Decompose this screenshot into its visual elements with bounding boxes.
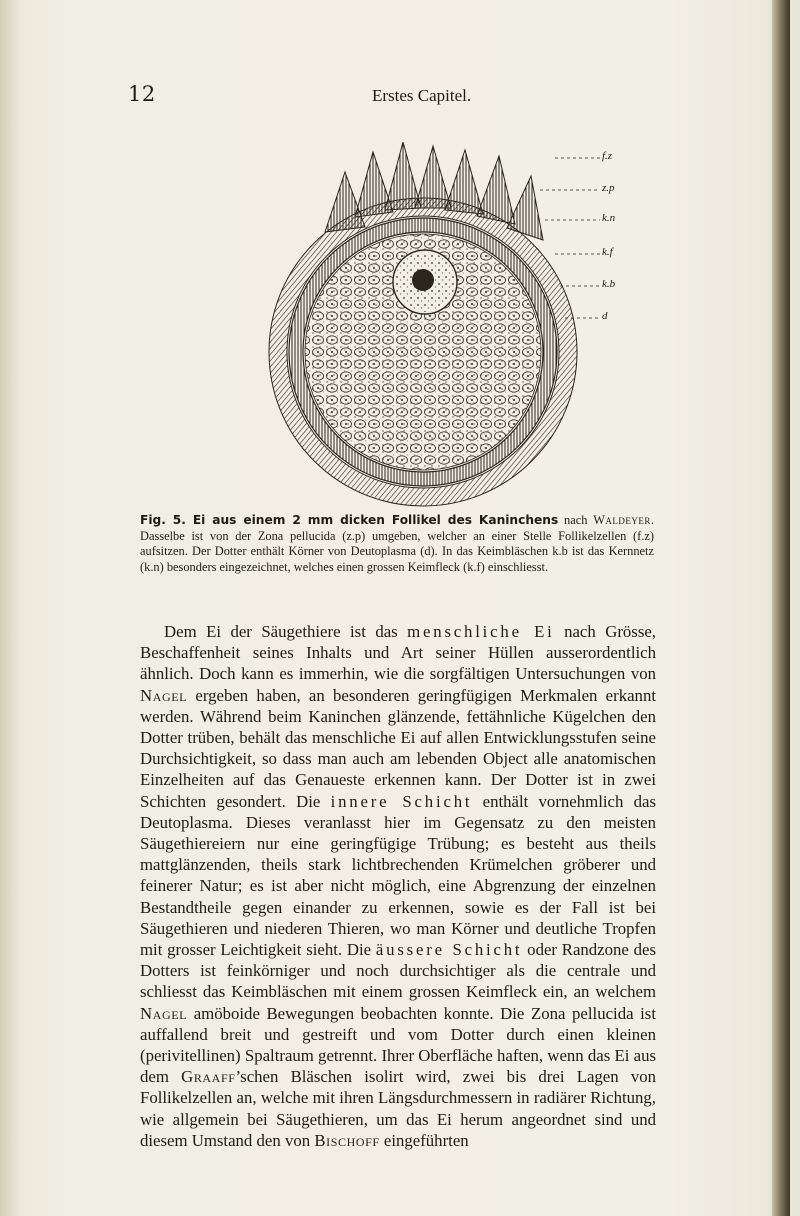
emphasis-spaced: äussere Schicht [375,940,523,960]
ovum-illustration [255,142,645,510]
text-run: amöboide Bewegungen beobachten konnte. Die Zona pellucida ist auffallend breit und gestreift und vom Dotter durch einen kleinen (perivitellinen) Spaltraum getrennt. Ihrer Oberfläche haften, wenn das Ei aus dem [140,1003,656,1087]
text-run: oder Randzone des Dotters ist feinkörniger und noch durchsichtiger als die centrale und schliesst das Keimbläschen mit einem grossen Keimfleck ein, an welchem [140,940,657,1002]
body-paragraph [140,621,656,1151]
label-germinal-spot: k.f [602,246,613,258]
caption-text: . Dasselbe ist von der Zona pellucida (z.p) umgeben, welcher an einer Stelle Follikelzellen (f.z) aufsitzen. Der Dotter enthält Körner von Deutoplasma (d). In das Keimbläschen k.b ist das Kernnetz (k.n) besonders eingezeichnet, welches einen grossen Keimfleck (k.f) einschliesst. [140,513,654,574]
page-gutter-shadow [0,0,22,1216]
text-run: ’schen Bläschen isolirt wird, zwei bis drei Lagen von Follikelzellen an, welche mit ihren Längsdurchmessern in radiärer Richtung, wie allgemein bei Säugethieren, um das Ei herum angeordnet sind und diesem Umstand den von [140,1067,656,1150]
figure-caption [140,513,654,575]
text-run: ergeben haben, an besonderen geringfügigen Merkmalen erkannt werden. Während beim Kaninchen glänzende, fettähnliche Kügelchen den Dotter trüben, behält das menschliche Ei auf allen Entwicklungsstufen seine Durchsichtigkeit, so dass man auch am lebenden Object alle anatomischen Einzelheiten auf das Genaueste erkennen kann. Der Dotter ist in zwei Schichten gesondert. Die [140,685,656,811]
emphasis-spaced: innere Schicht [330,791,473,811]
text-run: Dem Ei der Säugethiere ist das [164,622,408,641]
caption-title: Fig. 5. Ei aus einem 2 mm dicken Follikel des Kaninchens [140,513,559,527]
author-name: Graaff [181,1067,236,1087]
author-name: Nagel [140,1003,188,1023]
label-deutoplasma: d [602,310,608,322]
label-germinal-vesicle: k.b [602,278,616,290]
label-zona-pellucida: z.p [602,182,615,194]
text-run: eingeführten [379,1130,469,1150]
germinal-spot [412,269,434,291]
text-run: enthält vornehmlich das Deutoplasma. Dieses veranlasst hier im Gegensatz zu den meisten Säugethiereiern nur eine geringfügige Trübung; es besteht aus theils mattglänzenden, theils stark lichtbrechenden Krümelchen gröberer und feinerer Natur; es ist aber nicht möglich, eine Abgrenzung der einzelnen Bestandtheile gegen einander zu erkennen, sowie es der Fall ist bei Säugethieren und niederen Thieren, wo man Körner und deutliche Tropfen mit grosser Leichtigkeit sieht. Die [140,791,656,960]
caption-connector: nach [558,513,594,527]
running-head: Erstes Capitel. [372,86,472,105]
ovum-drawing [255,142,645,510]
label-follicle-cells: f.z [602,150,613,162]
author-name: Nagel [140,685,188,705]
text-run: nach Grösse, Beschaffenheit seines Inhalts und Art seiner Hüllen ausserordentlich ähnlich. Doch kann es immerhin, wie die sorgfältigen Untersuchungen von [140,622,657,684]
page-number: 12 [128,82,156,106]
author-name: Bischoff [314,1130,380,1150]
emphasis-spaced: menschliche Ei [407,622,555,641]
page-edge-shadow [772,0,790,1216]
germinal-vesicle [393,250,457,314]
caption-author: Waldeyer [593,513,651,527]
label-nuclear-network: k.n [602,212,616,224]
